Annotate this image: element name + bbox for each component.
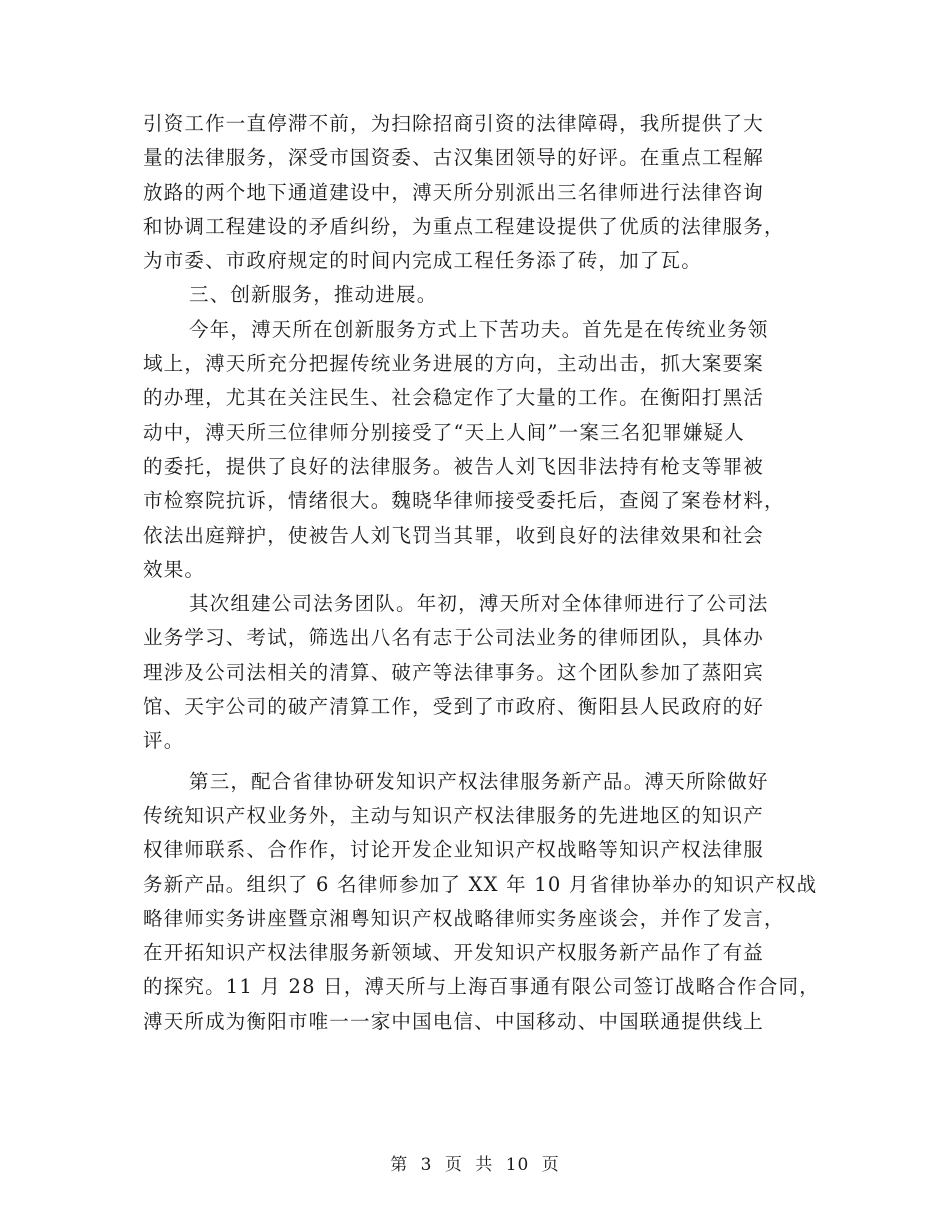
section-heading: 三、创新服务，推动进展。 [189,283,438,307]
text-line: 溥天所成为衡阳市唯一一家中国电信、中国移动、中国联通提供线上 [143,1009,765,1033]
text-line: 效果。 [143,557,206,581]
text-line: 传统知识产权业务外，主动与知识产权法律服务的先进地区的知识产 [143,803,765,827]
text-line: 的委托，提供了良好的法律服务。被告人刘飞因非法持有枪支等罪被 [143,454,765,478]
text-line: 馆、天宇公司的破产清算工作，受到了市政府、衡阳县人民政府的好 [143,695,765,719]
text-line: 今年，溥天所在创新服务方式上下苦功夫。首先是在传统业务领 [189,317,769,341]
text-line: 其次组建公司法务团队。年初，溥天所对全体律师进行了公司法 [189,592,769,616]
text-line: 在开拓知识产权法律服务新领域、开发知识产权服务新产品作了有益 [143,941,765,965]
page-number-footer: 第 3 页 共 10 页 [390,1155,560,1175]
text-line: 略律师实务讲座暨京湘粤知识产权战略律师实务座谈会，并作了发言， [143,906,785,930]
text-line: 引资工作一直停滞不前，为扫除招商引资的法律障碍，我所提供了大 [143,112,765,135]
text-line: 权律师联系、合作作，讨论开发企业知识产权战略等知识产权法律服 [143,838,765,862]
text-line: 务新产品。组织了 6 名律师参加了 XX 年 10 月省律协举办的知识产权战 [143,872,818,896]
text-line: 业务学习、考试，筛选出八名有志于公司法业务的律师团队，具体办 [143,626,765,650]
text-line: 和协调工程建设的矛盾纠纷，为重点工程建设提供了优质的法律服务， [143,214,785,238]
text-line: 的办理，尤其在关注民生、社会稳定作了大量的工作。在衡阳打黑活 [143,386,765,410]
text-line: 第三，配合省律协研发知识产权法律服务新产品。溥天所除做好 [189,769,769,793]
text-line: 依法出庭辩护，使被告人刘飞罚当其罪，收到良好的法律效果和社会 [143,523,765,547]
text-line: 的探究。11 月 28 日，溥天所与上海百事通有限公司签订战略合作合同， [143,975,820,999]
text-line: 为市委、市政府规定的时间内完成工程任务添了砖，加了瓦。 [143,249,702,273]
text-line: 市检察院抗诉，情绪很大。魏晓华律师接受委托后，查阅了案卷材料， [143,489,785,513]
text-line: 理涉及公司法相关的清算、破产等法律事务。这个团队参加了蒸阳宾 [143,660,765,684]
document-body [143,107,823,1039]
text-line: 量的法律服务，深受市国资委、古汉集团领导的好评。在重点工程解 [143,146,765,170]
text-line: 动中，溥天所三位律师分别接受了“天上人间”一案三名犯罪嫌疑人 [143,420,745,444]
text-line: 评。 [143,729,185,753]
text-line: 放路的两个地下通道建设中，溥天所分别派出三名律师进行法律咨询 [143,180,765,204]
text-line: 域上，溥天所充分把握传统业务进展的方向，主动出击，抓大案要案 [143,352,765,376]
